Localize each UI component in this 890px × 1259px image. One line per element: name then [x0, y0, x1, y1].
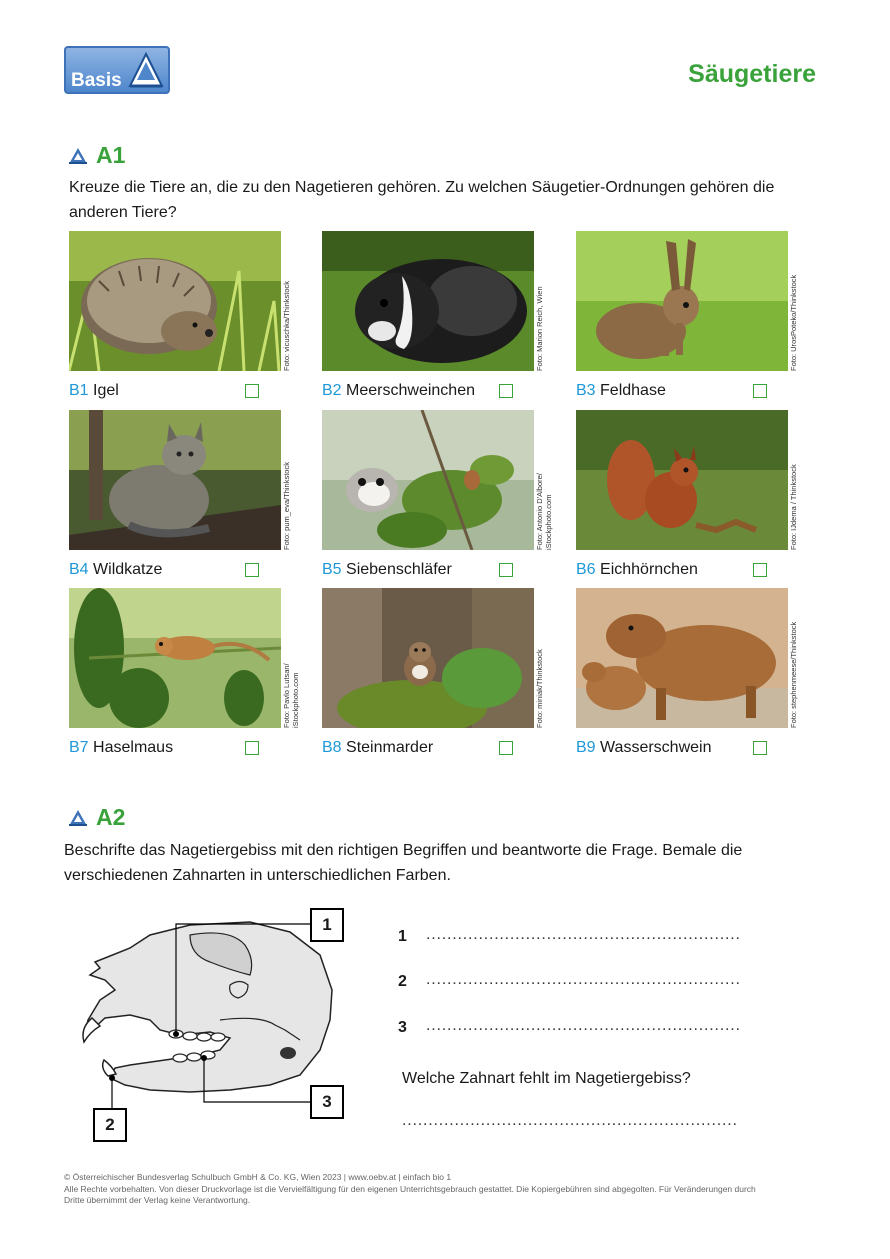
- a2-question: Welche Zahnart fehlt im Nagetiergebiss?: [402, 1070, 691, 1087]
- photo-feldhase: [576, 231, 788, 371]
- checkbox-b6[interactable]: [753, 563, 767, 577]
- photo-credit-siebenschlaefer: Foto: Antonio D'Albore/ iStockphoto.com: [535, 473, 553, 550]
- caption-number: B1: [69, 382, 89, 399]
- checkbox-b9[interactable]: [753, 741, 767, 755]
- caption-b3: [576, 382, 666, 400]
- logo-text: Basis: [71, 70, 122, 91]
- photo-siebenschlaefer: [322, 410, 534, 550]
- checkbox-b4[interactable]: [245, 563, 259, 577]
- mountain-icon: [68, 809, 88, 827]
- page-title: Säugetiere: [688, 60, 816, 88]
- checkbox-b3[interactable]: [753, 384, 767, 398]
- caption-b4: [69, 561, 162, 579]
- caption-number: B9: [576, 739, 596, 756]
- caption-number: B4: [69, 561, 89, 578]
- photo-credit-meerschweinchen: Foto: Marion Reich, Wien: [535, 286, 544, 371]
- footer-rights: Alle Rechte vorbehalten. Von dieser Druckvorlage ist die Vervielfältigung für den eigenen Unterrichtsgebrauch gestattet. Die Kopiergebühren sind abgegolten. Für Veränderungen durch: [64, 1183, 756, 1194]
- photo-credit-feldhase: Foto: UrosPoteko/Thinkstock: [789, 274, 798, 371]
- caption-b6: [576, 561, 698, 579]
- mountain-icon: [68, 147, 88, 165]
- answer-number-3: 3: [398, 1019, 407, 1036]
- photo-credit-eichhoernchen: Foto: IJdema / Thinkstock: [789, 464, 798, 550]
- diagram-label-2: 2: [93, 1108, 127, 1142]
- section-a1-label: A1: [96, 142, 126, 168]
- caption-name: Wasserschwein: [600, 739, 712, 756]
- a1-task-text: Kreuze die Tiere an, die zu den Nagetieren gehören. Zu welchen Säugetier-Ordnungen gehören die anderen Tiere?: [69, 179, 775, 221]
- caption-number: B2: [322, 382, 342, 399]
- a2-task-text: Beschrifte das Nagetiergebiss mit den richtigen Begriffen und beantworte die Frage. Bemale die verschiedenen Zahnarten in unterschiedlichen Farben.: [64, 842, 743, 884]
- section-a2-heading: [68, 804, 125, 831]
- photo-haselmaus: [69, 588, 281, 728]
- photo-credit-igel: Foto: vicuschka/Thinkstock: [282, 280, 291, 371]
- basis-logo: [64, 46, 170, 94]
- photo-credit-wasserschwein: Foto: stephenmeese/Thinkstock: [789, 621, 798, 728]
- photo-meerschweinchen: [322, 231, 534, 371]
- caption-b8: [322, 739, 433, 757]
- photo-credit-wildkatze: Foto: pum_eva/Thinkstock: [282, 462, 291, 550]
- caption-b5: [322, 561, 452, 579]
- caption-name: Igel: [93, 382, 119, 399]
- caption-number: B7: [69, 739, 89, 756]
- section-a2-label: A2: [96, 804, 126, 830]
- checkbox-b5[interactable]: [499, 563, 513, 577]
- checkbox-b8[interactable]: [499, 741, 513, 755]
- footer-disclaimer: Dritte übernimmt der Verlag keine Verantwortung.: [64, 1195, 251, 1205]
- caption-b7: [69, 739, 173, 757]
- caption-number: B6: [576, 561, 596, 578]
- caption-number: B8: [322, 739, 342, 756]
- caption-number: B3: [576, 382, 596, 399]
- answer-field-2[interactable]: ............................................................: [426, 971, 741, 988]
- checkbox-b1[interactable]: [245, 384, 259, 398]
- footer-copyright: © Österreichischer Bundesverlag Schulbuch GmbH & Co. KG, Wien 2023 | www.oebv.at | einfach bio 1: [64, 1172, 452, 1182]
- caption-name: Eichhörnchen: [600, 561, 698, 578]
- caption-b1: [69, 382, 119, 400]
- caption-name: Meerschweinchen: [346, 382, 475, 399]
- footer: [64, 1172, 824, 1207]
- photo-wasserschwein: [576, 588, 788, 728]
- caption-name: Wildkatze: [93, 561, 163, 578]
- answer-number-1: 1: [398, 928, 407, 945]
- checkbox-b2[interactable]: [499, 384, 513, 398]
- photo-eichhoernchen: [576, 410, 788, 550]
- caption-name: Siebenschläfer: [346, 561, 452, 578]
- caption-name: Haselmaus: [93, 739, 174, 756]
- section-a1-heading: [68, 142, 125, 169]
- caption-b2: [322, 382, 475, 400]
- answer-field-3[interactable]: ............................................................: [426, 1017, 741, 1034]
- caption-b9: [576, 739, 711, 757]
- a2-question-answer-field[interactable]: ................................................................: [402, 1112, 738, 1129]
- photo-steinmarder: [322, 588, 534, 728]
- diagram-label-3: 3: [310, 1085, 344, 1119]
- checkbox-b7[interactable]: [245, 741, 259, 755]
- photo-credit-haselmaus: Foto: Pavlo Lutsan/ iStockphoto.com: [282, 663, 300, 728]
- photo-credit-steinmarder: Foto: miniak/Thinkstock: [535, 649, 544, 728]
- caption-name: Steinmarder: [346, 739, 434, 756]
- diagram-label-1: 1: [310, 908, 344, 942]
- caption-number: B5: [322, 561, 342, 578]
- caption-name: Feldhase: [600, 382, 666, 399]
- answer-field-1[interactable]: ............................................................: [426, 926, 741, 943]
- photo-wildkatze: [69, 410, 281, 550]
- mountain-logo-icon: [126, 50, 166, 90]
- photo-igel: [69, 231, 281, 371]
- answer-number-2: 2: [398, 973, 407, 990]
